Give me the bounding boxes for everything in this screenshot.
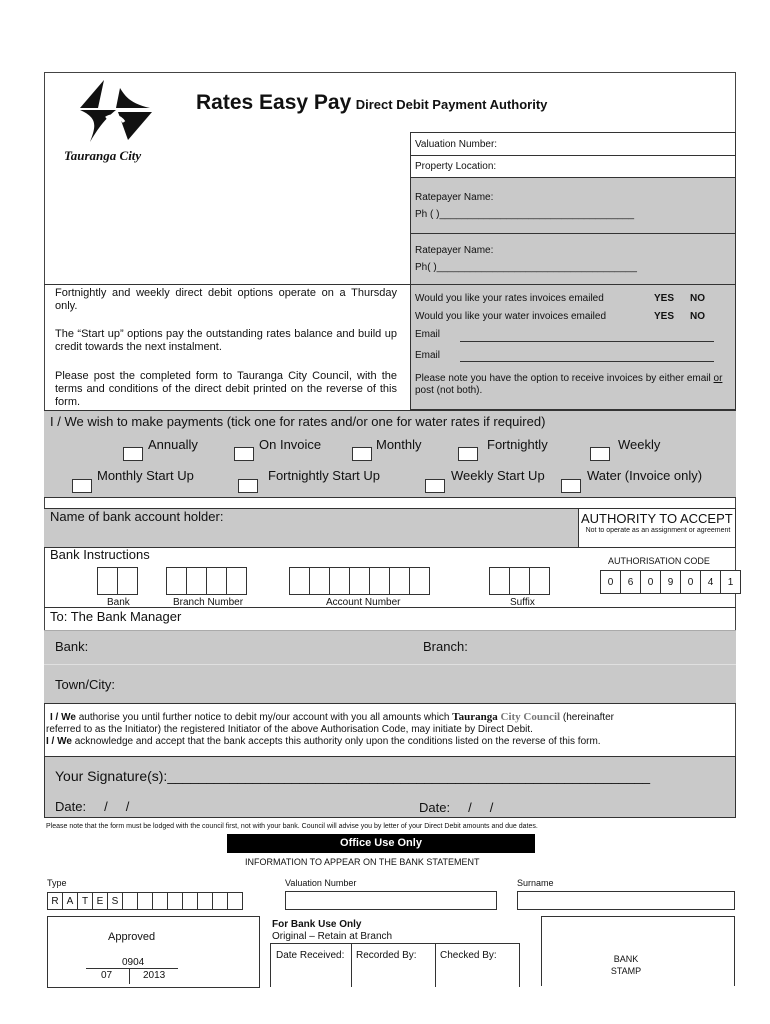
type-cell: [137, 892, 153, 910]
title-main: Rates Easy Pay: [196, 91, 352, 114]
info-paragraph-3: Please post the completed form to Tauranga City Council, with the terms and conditions of the direct debit printed on the reverse of this form.: [55, 370, 397, 408]
surname-label: Surname: [517, 878, 554, 888]
info-paragraph-2: The “Start up” options pay the outstanding rates balance and build up credit towards the next instalment.: [55, 328, 397, 353]
fortnightly-start-up-checkbox[interactable]: [238, 479, 258, 493]
annually-label: Annually: [148, 437, 198, 452]
rates-email-yes[interactable]: YES: [654, 293, 675, 304]
account-col-label: Account Number: [326, 597, 401, 608]
fortnightly-label: Fortnightly: [487, 437, 548, 452]
bank-use-divider-1: [351, 943, 352, 987]
bank-label: Bank:: [55, 639, 89, 654]
monthly-start-up-label: Monthly Start Up: [97, 468, 194, 483]
type-cell: [182, 892, 198, 910]
auth-code-label: AUTHORISATION CODE: [608, 556, 710, 566]
weekly-start-up-label: Weekly Start Up: [451, 468, 545, 483]
type-cell: [122, 892, 138, 910]
approved-label: Approved: [108, 931, 156, 943]
valuation-statement-label: Valuation Number: [285, 878, 357, 888]
weekly-checkbox[interactable]: [590, 447, 610, 461]
authorise-text-3: acknowledge and accept that the bank accepts this authority only upon the conditions listed on the reverse of this form.: [74, 736, 601, 747]
title-sub: Direct Debit Payment Authority: [355, 97, 548, 112]
council-name-1: Tauranga: [452, 711, 498, 723]
on-invoice-checkbox[interactable]: [234, 447, 254, 461]
authorisation-line-1: [46, 711, 736, 724]
authorise-text-1-end: (hereinafter: [562, 712, 615, 723]
authority-note: Not to operate as an assignment or agreement: [585, 527, 731, 534]
bank-statement-info: INFORMATION TO APPEAR ON THE BANK STATEMENT: [245, 857, 480, 867]
suffix-col-label: Suffix: [510, 597, 535, 608]
type-cell: T: [77, 892, 93, 910]
date-received-label: Date Received:: [276, 950, 345, 961]
type-cell: [167, 892, 183, 910]
type-cell: A: [62, 892, 78, 910]
weekly-start-up-checkbox[interactable]: [425, 479, 445, 493]
authorisation-text: [46, 711, 736, 748]
property-location-label: Property Location:: [415, 161, 497, 172]
water-invoice-checkbox[interactable]: [561, 479, 581, 493]
email-note: [415, 373, 733, 397]
ratepayer2-box[interactable]: [410, 233, 736, 285]
weekly-label: Weekly: [618, 437, 661, 452]
ratepayer1-name-label: Ratepayer Name:: [415, 192, 494, 203]
auth-digit: 9: [660, 570, 681, 594]
signature-label: Your Signature(s):______________________________________________________________: [55, 768, 651, 784]
logo-text: Tauranga City: [64, 148, 142, 163]
fortnightly-start-up-label: Fortnightly Start Up: [268, 468, 380, 483]
bank-use-title: For Bank Use Only: [272, 919, 362, 930]
annually-checkbox[interactable]: [123, 447, 143, 461]
bank-branch-field[interactable]: [44, 630, 736, 664]
type-cell: S: [107, 892, 123, 910]
bank-use-subtitle: Original – Retain at Branch: [272, 931, 393, 942]
water-email-question: Would you like your water invoices emailed: [415, 311, 607, 322]
auth-digit: 1: [720, 570, 741, 594]
account-holder-label: Name of bank account holder:: [50, 509, 224, 524]
council-logo: [76, 78, 156, 148]
type-label: Type: [47, 878, 67, 888]
branch-number-cells[interactable]: [166, 567, 246, 595]
type-cell: [212, 892, 228, 910]
iwe-2: I / We: [46, 736, 72, 747]
water-email-no[interactable]: NO: [690, 311, 705, 322]
form-title: [196, 91, 547, 115]
ratepayer1-box[interactable]: [410, 177, 736, 234]
lodgement-note: Please note that the form must be lodged with the council first, not with your bank. Council will advise you by letter of your Direct Debit amounts and due dates.: [46, 823, 538, 830]
on-invoice-label: On Invoice: [259, 437, 322, 452]
office-use-banner: [227, 834, 535, 853]
info-paragraph-1: Fortnightly and weekly direct debit options operate on a Thursday only.: [55, 287, 397, 312]
ratepayer1-phone-label: Ph ( )___________________________________: [415, 209, 635, 220]
date-label-2: Date: / /: [419, 800, 494, 815]
auth-digit: 0: [600, 570, 621, 594]
monthly-start-up-checkbox[interactable]: [72, 479, 92, 493]
payment-heading: I / We wish to make payments (tick one for rates and/or one for water rates if required): [50, 414, 546, 429]
approved-code-line: [86, 968, 178, 969]
type-cell: [227, 892, 243, 910]
council-name-2: City Council: [500, 711, 561, 723]
authorise-text-1: authorise you until further notice to debit my/our account with you all amounts which: [78, 712, 450, 723]
to-bank-manager: To: The Bank Manager: [50, 609, 182, 624]
office-use-label: Office Use Only: [340, 837, 422, 849]
auth-digit: 0: [640, 570, 661, 594]
account-number-cells[interactable]: [289, 567, 429, 595]
monthly-label: Monthly: [376, 437, 422, 452]
authorisation-code-cells: [600, 570, 740, 594]
suffix-cells[interactable]: [489, 567, 549, 595]
email-label-2: Email: [415, 350, 441, 361]
bank-code-cells[interactable]: [97, 567, 137, 595]
tauranga-logo-icon: [76, 78, 156, 148]
email-note-post: post (not both).: [415, 385, 483, 396]
fortnightly-checkbox[interactable]: [458, 447, 478, 461]
authorisation-line-3: [46, 736, 736, 748]
type-cells: [47, 892, 242, 910]
header-divider: [44, 284, 410, 285]
checked-by-label: Checked By:: [440, 950, 497, 961]
signature-section[interactable]: [44, 756, 736, 818]
type-cell: R: [47, 892, 63, 910]
town-city-label: Town/City:: [55, 677, 115, 692]
recorded-by-label: Recorded By:: [356, 950, 417, 961]
authority-title: AUTHORITY TO ACCEPT: [581, 511, 733, 526]
valuation-number-label: Valuation Number:: [415, 139, 498, 150]
date-label-1: Date: / /: [55, 799, 130, 814]
auth-digit: 0: [680, 570, 701, 594]
type-cell: E: [92, 892, 108, 910]
iwe-1: I / We: [50, 712, 76, 723]
type-cell: [197, 892, 213, 910]
approved-month: 07: [101, 970, 113, 981]
rates-email-question: Would you like your rates invoices emailed: [415, 293, 604, 304]
email-field-1[interactable]: [460, 341, 714, 342]
approved-year: 2013: [143, 970, 166, 981]
approved-divider: [129, 968, 130, 984]
town-city-field[interactable]: [44, 664, 736, 704]
authorise-text-2: referred to as the Initiator) the registered Initiator of the above Authorisation Code, may initiate by Direct Debit.: [46, 724, 533, 735]
auth-digit: 4: [700, 570, 721, 594]
rates-email-no[interactable]: NO: [690, 293, 705, 304]
valuation-statement-field[interactable]: [285, 891, 497, 910]
approved-code: 0904: [122, 957, 145, 968]
bank-instructions-label: Bank Instructions: [50, 547, 150, 562]
type-cell: [152, 892, 168, 910]
email-note-or: or: [713, 373, 723, 384]
water-email-yes[interactable]: YES: [654, 311, 675, 322]
manager-divider: [44, 607, 736, 608]
branch-col-label: Branch Number: [173, 597, 244, 608]
ratepayer2-name-label: Ratepayer Name:: [415, 245, 494, 256]
email-field-2[interactable]: [460, 361, 714, 362]
bank-stamp-label: BANK STAMP: [610, 954, 642, 976]
branch-label: Branch:: [423, 639, 468, 654]
auth-digit: 6: [620, 570, 641, 594]
water-invoice-label: Water (Invoice only): [587, 468, 703, 483]
ratepayer2-phone-label: Ph( )____________________________________: [415, 262, 637, 273]
monthly-checkbox[interactable]: [352, 447, 372, 461]
email-note-pre: Please note you have the option to receive invoices by either email: [415, 373, 711, 384]
surname-field[interactable]: [517, 891, 735, 910]
bank-use-divider-2: [435, 943, 436, 987]
bank-col-label: Bank: [107, 597, 130, 608]
email-label-1: Email: [415, 329, 441, 340]
